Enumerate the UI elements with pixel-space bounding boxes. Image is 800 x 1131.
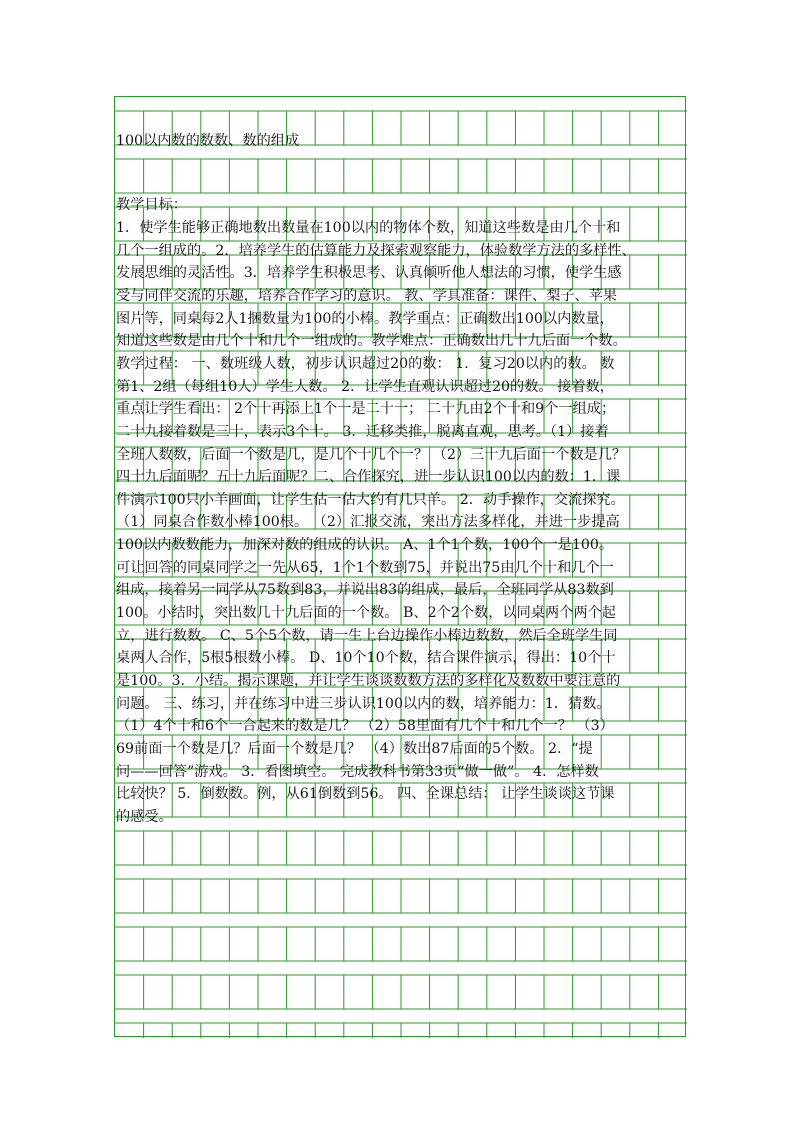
- body-line: 组成，接着另一同学从75数到83，并说出83的组成，最后，全班同学从83数到: [116, 582, 614, 599]
- body-line: 的感受。: [116, 808, 173, 825]
- body-line: 100。小结时，突出数几十九后面的一个数。 B、2个2个数，以同桌两个两个起: [116, 605, 616, 622]
- body-line: 知道这些数是由几个十和几个一组成的。教学难点：正确数出几十九后面一个数。: [116, 333, 627, 350]
- body-line: 可让回答的同桌同学之一先从65，1个1个数到75，并说出75由几个十和几个一: [116, 559, 614, 576]
- body-line: 100以内数数能力，加深对数的组成的认识。 A、1个1个数，100个一是100。: [116, 537, 614, 554]
- body-line: 教学过程： 一、数班级人数，初步认识超过20的数： 1．复习20以内的数。 数: [116, 355, 615, 372]
- body-line: （1）4个十和6个一合起来的数是几？ （2）58里面有几个十和几个一？ （3）: [116, 718, 614, 735]
- body-line: 69前面一个数是几？后面一个数是几？ （4）数出87后面的5个数。 2．“提: [116, 740, 593, 757]
- body-line: 比较快？ 5．倒数数。例，从61倒数到56。 四、全课总结： 让学生谈谈这节课: [116, 786, 615, 803]
- body-line: （1）同桌合作数小棒100根。 （2）汇报交流，突出方法多样化，并进一步提高: [116, 514, 620, 531]
- body-line: 桌两人合作，5根5根数小棒。 D、10个10个数，结合课件演示，得出：10个十: [116, 650, 616, 667]
- body-line: 全班人数数，后面一个数是几，是几个十几个一？ （2）三十九后面一个数是几？: [116, 446, 627, 463]
- body-line: 问题。 三、练习，并在练习中进三步认识100以内的数，培养能力：1．猜数。: [116, 695, 611, 712]
- body-line: 是100。3．小结。揭示课题，并让学生谈谈数数方法的多样化及数数中要注意的: [116, 673, 621, 689]
- document-title: 100以内数的数数、数的组成: [116, 133, 300, 149]
- body-line: 发展思维的灵活性。3．培养学生积极思考、认真倾听他人想法的习惯，使学生感: [116, 265, 622, 282]
- body-line: 图片等，同桌每2人1捆数量为100的小棒。教学重点：正确数出100以内数量，: [116, 310, 614, 327]
- body-line: 几个一组成的。2．培养学生的估算能力及探索观察能力，体验数学方法的多样性、: [116, 242, 636, 259]
- body-line: 四十九后面呢？五十九后面呢？二、合作探究，进一步认识100以内的数：1．课: [116, 469, 621, 486]
- body-line: 问——回答”游戏。 3．看图填空。 完成教科书第33页“做一做”。 4．怎样数: [116, 763, 599, 780]
- section-heading-objectives: 教学目标：: [116, 197, 187, 213]
- body-line: 受与同伴交流的乐趣，培养合作学习的意识。 教、学具准备：课件、梨子、苹果: [116, 287, 618, 304]
- body-line: 1．使学生能够正确地数出数量在100以内的物体个数，知道这些数是由几个十和: [116, 220, 621, 236]
- body-line: 立，进行数数。 C、5个5个数，请一生上台边操作小棒边数数，然后全班学生同: [116, 627, 618, 644]
- body-line: 第1、2组（每组10人）学生人数。 2．让学生直观认识超过20的数。 接着数，: [116, 378, 614, 395]
- body-line: 件演示100只小羊画面，让学生估一估大约有几只羊。 2．动手操作，交流探究。: [116, 491, 625, 508]
- body-line: 二十九接着数是三十，表示3个十。 3．迁移类推，脱离直观，思考。（1）接着: [116, 423, 609, 440]
- body-line: 重点让学生看出： 2个十再添上1个一是二十一； 二十九由2个十和9个一组成；: [116, 401, 616, 418]
